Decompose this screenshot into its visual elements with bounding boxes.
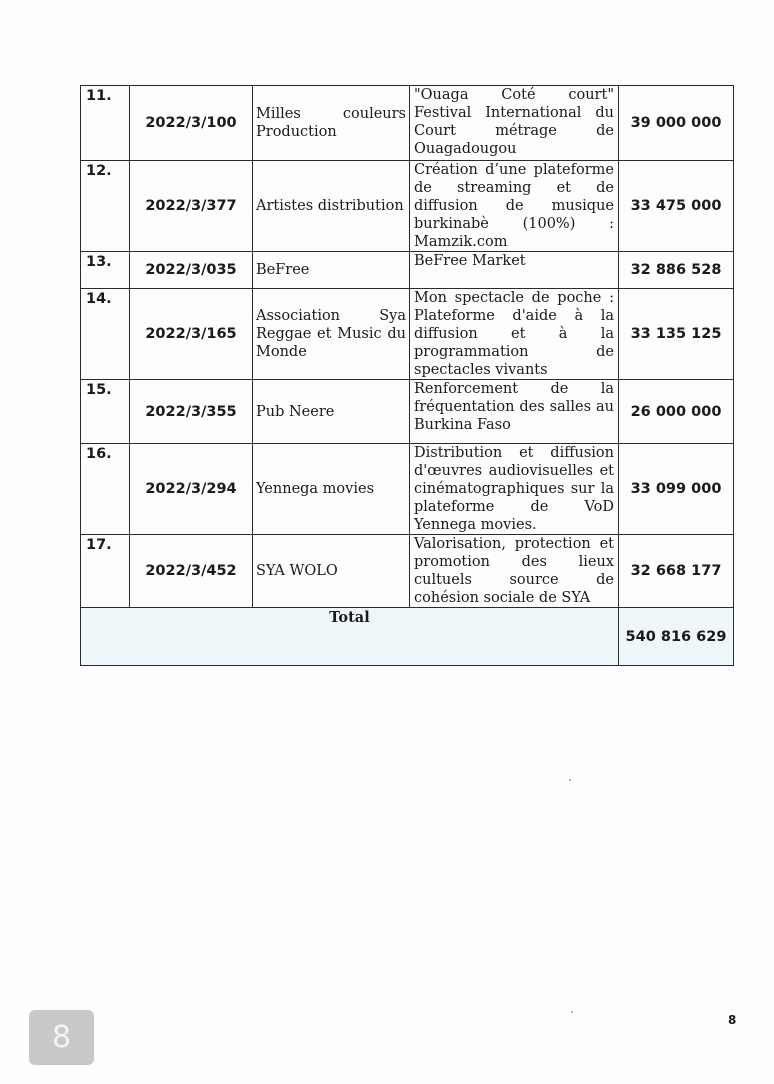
file-reference: 2022/3/294 <box>130 444 253 535</box>
table-row <box>81 86 734 161</box>
table-row <box>81 444 734 535</box>
grants-table <box>80 85 734 666</box>
amount-value: 39 000 000 <box>619 86 734 161</box>
row-number: 13. <box>81 252 130 289</box>
row-number: 16. <box>81 444 130 535</box>
row-number: 15. <box>81 380 130 444</box>
row-number: 11. <box>81 86 130 161</box>
page-badge: 8 <box>29 1010 94 1065</box>
beneficiary-name: Milles couleurs Production <box>253 86 410 161</box>
project-title: Création d’une plateforme de streaming et de diffusion de musique burkinabè (100%) : Mamzik.com <box>410 161 619 252</box>
row-number: 14. <box>81 289 130 380</box>
page-number: 8 <box>728 1013 737 1027</box>
row-number: 12. <box>81 161 130 252</box>
file-reference: 2022/3/452 <box>130 535 253 608</box>
beneficiary-name: SYA WOLO <box>253 535 410 608</box>
amount-value: 33 135 125 <box>619 289 734 380</box>
table-row <box>81 252 734 289</box>
file-reference: 2022/3/035 <box>130 252 253 289</box>
amount-value: 32 886 528 <box>619 252 734 289</box>
project-title: BeFree Market <box>410 252 619 289</box>
total-amount: 540 816 629 <box>619 608 734 666</box>
table-row <box>81 535 734 608</box>
file-reference: 2022/3/355 <box>130 380 253 444</box>
project-title: Valorisation, protection et promotion des lieux cultuels source de cohésion sociale de SYA <box>410 535 619 608</box>
amount-value: 32 668 177 <box>619 535 734 608</box>
file-reference: 2022/3/165 <box>130 289 253 380</box>
beneficiary-name: Yennega movies <box>253 444 410 535</box>
amount-value: 33 099 000 <box>619 444 734 535</box>
total-label: Total <box>81 608 619 666</box>
project-title: Distribution et diffusion d'œuvres audiovisuelles et cinématographiques sur la plateforme de VoD Yennega movies. <box>410 444 619 535</box>
amount-value: 26 000 000 <box>619 380 734 444</box>
file-reference: 2022/3/100 <box>130 86 253 161</box>
row-number: 17. <box>81 535 130 608</box>
project-title: Mon spectacle de poche : Plateforme d'aide à la diffusion et à la programmation de spectacles vivants <box>410 289 619 380</box>
amount-value: 33 475 000 <box>619 161 734 252</box>
beneficiary-name: Pub Neere <box>253 380 410 444</box>
grants-table-body <box>81 86 734 666</box>
beneficiary-name: Association Sya Reggae et Music du Monde <box>253 289 410 380</box>
scan-speck <box>569 779 571 781</box>
scan-speck <box>571 1011 573 1013</box>
table-row <box>81 380 734 444</box>
project-title: "Ouaga Coté court" Festival International du Court métrage de Ouagadougou <box>410 86 619 161</box>
beneficiary-name: Artistes distribution <box>253 161 410 252</box>
table-row <box>81 161 734 252</box>
beneficiary-name: BeFree <box>253 252 410 289</box>
total-row <box>81 608 734 666</box>
project-title: Renforcement de la fréquentation des salles au Burkina Faso <box>410 380 619 444</box>
table-row <box>81 289 734 380</box>
file-reference: 2022/3/377 <box>130 161 253 252</box>
